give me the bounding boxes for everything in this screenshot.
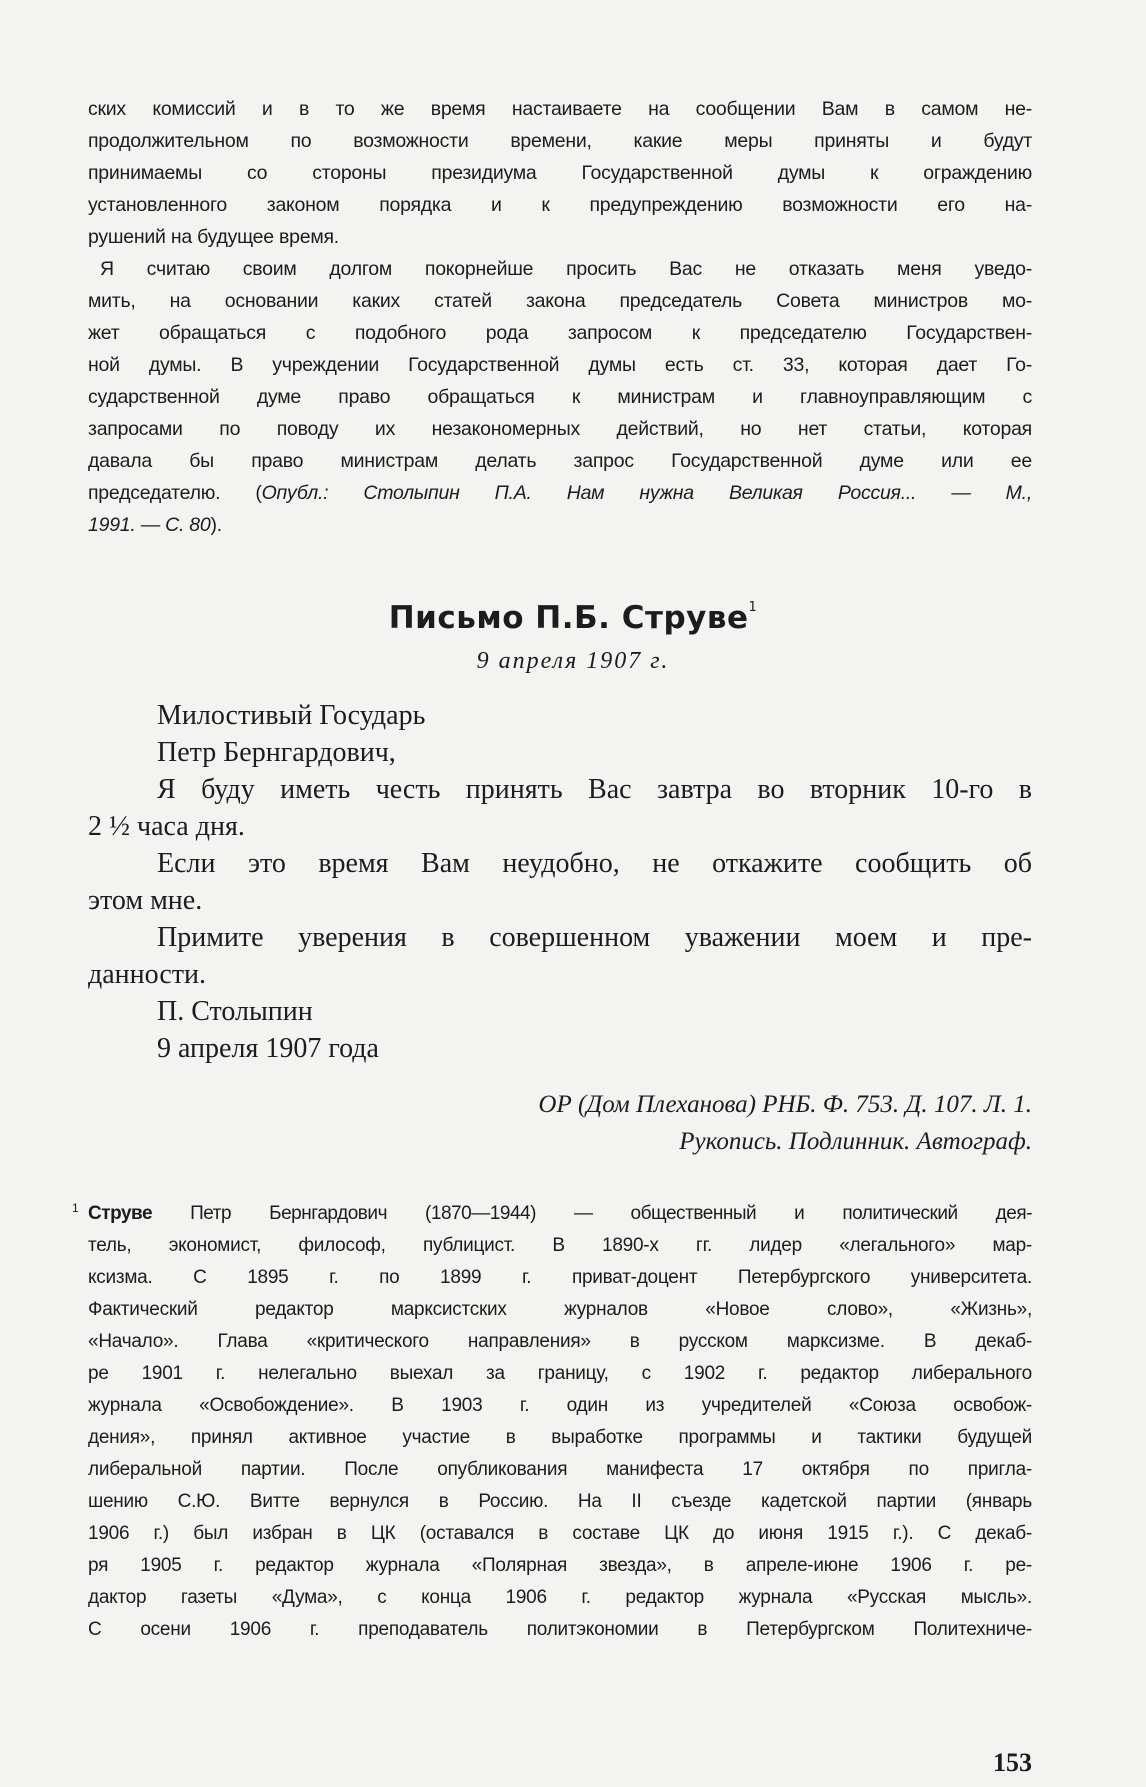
footnote-line: Фактический редактор марксистских журналов «Новое слово», «Жизнь», [88,1299,1032,1320]
letter-date: 9 апреля 1907 г. [476,648,670,674]
footnote-line: ксизма. С 1895 г. по 1899 г. приват-доцент Петербургского университета. [88,1267,1032,1288]
footnote-line: 1906 г.) был избран в ЦК (оставался в составе ЦК до июня 1915 г.). С декаб- [88,1523,1032,1544]
footnote-line: либеральной партии. После опубликования манифеста 17 октября по пригла- [88,1459,1032,1480]
text-line: сударственной думе право обращаться к министрам и главноуправляющим с [88,386,1032,408]
footnote-line: тель, экономист, философ, публицист. В 1890-х гг. лидер «легального» мар- [88,1235,1032,1256]
letter-line: Примите уверения в совершенном уважении моем и пре- [157,922,1032,953]
archive-note: Рукопись. Подлинник. Автограф. [679,1128,1032,1155]
letter-line: Милостивый Государь [157,700,426,731]
citation: 1991. — С. 80 [88,514,211,536]
letter-title-text: Письмо П.Б. Струве [388,600,749,636]
footnote-ref: 1 [748,600,758,615]
footnote-line: ре 1901 г. нелегально выехал за границу, с 1902 г. редактор либерального [88,1363,1032,1384]
text-line: ной думы. В учреждении Государственной думы есть ст. 33, которая дает Го- [88,354,1032,376]
letter-line: Если это время Вам неудобно, не откажите сообщить об [157,848,1032,879]
footnote-line: ря 1905 г. редактор журнала «Полярная звезда», в апреле-июне 1906 г. ре- [88,1555,1032,1576]
text-line: ских комиссий и в то же время настаиваете на сообщении Вам в самом не- [88,98,1032,120]
letter-line: этом мне. [88,885,203,916]
letter-line: Петр Бернгардович, [157,737,396,768]
page-number: 153 [993,1748,1032,1777]
letter-line: Я буду иметь честь принять Вас завтра во вторник 10-го в [157,774,1032,805]
text-line: мить, на основании каких статей закона председатель Совета министров мо- [88,290,1032,312]
footnote-line: дактор газеты «Дума», с конца 1906 г. редактор журнала «Русская мысль». [88,1587,1032,1608]
footnote-name: Струве [88,1203,153,1224]
letter-signature-date: 9 апреля 1907 года [157,1033,379,1064]
text-line [88,514,1032,537]
footnote-line: дения», принял активное участие в выработке программы и тактики будущей [88,1427,1032,1448]
letter-line: данности. [88,959,206,990]
text-fragment: ). [210,514,222,536]
text-fragment: председателю. ( [88,482,262,504]
text-line: давала бы право министрам делать запрос Государственной думе или ее [88,450,1032,472]
footnote-line: С осени 1906 г. преподаватель политэкономии в Петербургском Политехниче- [88,1619,1032,1640]
footnote-line: шению С.Ю. Витте вернулся в Россию. На II съезде кадетской партии (январь [88,1491,1032,1512]
text-line: рушений на будущее время. [88,226,339,248]
archive-source: ОР (Дом Плеханова) РНБ. Ф. 753. Д. 107. Л. 1. [538,1091,1032,1118]
text-line: запросами по поводу их незакономерных действий, но нет статьи, которая [88,418,1032,440]
footnote-line [72,1201,1032,1225]
text-line: жет обращаться с подобного рода запросом к председателю Государствен- [88,322,1032,344]
text-fragment: Петр Бернгардович (1870—1944) — общественный и политический дея- [152,1203,1032,1224]
text-line: установленного законом порядка и к предупреждению возможности его на- [88,194,1032,216]
letter-title [0,600,1146,636]
letter-line: 2 ½ часа дня. [88,811,245,842]
citation: Опубл.: Столыпин П.А. Нам нужна Великая Россия... — М., [261,482,1032,504]
footnote-mark: 1 [72,1201,79,1215]
footnote-line: журнала «Освобождение». В 1903 г. один из учредителей «Союза освобож- [88,1395,1032,1416]
footnote-line: «Начало». Глава «критического направления» в русском марксизме. В декаб- [88,1331,1032,1352]
text-line: принимаемы со стороны президиума Государственной думы к ограждению [88,162,1032,184]
text-line [88,482,1032,505]
text-line: Я считаю своим долгом покорнейше просить Вас не отказать меня уведо- [100,258,1032,280]
letter-signature: П. Столыпин [157,996,313,1027]
text-line: продолжительном по возможности времени, какие меры приняты и будут [88,130,1032,152]
